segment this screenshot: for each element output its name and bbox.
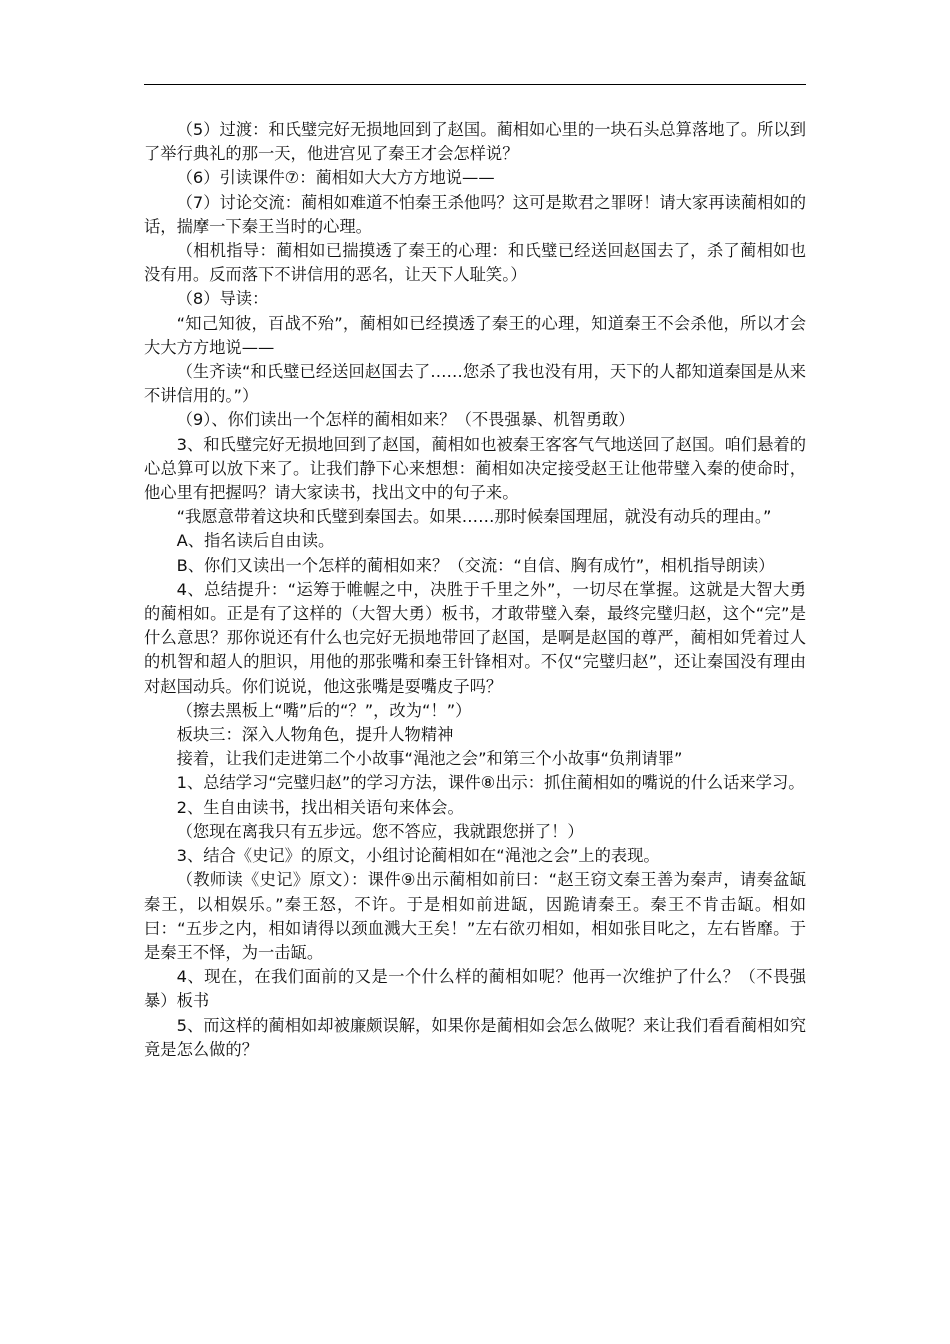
paragraph-step-4: 4、现在，在我们面前的又是一个什么样的蔺相如呢？他再一次维护了什么？（不畏强暴）板书 — [144, 967, 806, 1011]
paragraph-step-5: 5、而这样的蔺相如却被廉颇误解，如果你是蔺相如会怎么做呢？来让我们看看蔺相如究竟是怎么做的？ — [144, 1015, 806, 1059]
section-heading-block-3: 板块三：深入人物角色，提升人物精神 — [176, 725, 454, 745]
paragraph-summary-4: 4、总结提升：“运筹于帷幄之中，决胜于千里之外”，一切尽在掌握。这就是大智大勇的蔺相如。正是有了这样的（大智大勇）板书，才敢带璧入秦，最终完璧归赵，这个“完”是什么意思？那你说还有什么也完好无损地带回了赵国，是啊是赵国的尊严，蔺相如凭着过人的机智和超人的胆识，用他的那张嘴和秦王针锋相对。不仅“完璧归赵”，还让秦国没有理由对赵国动兵。你们说说，他这张嘴是耍嘴皮子吗？ — [144, 579, 806, 696]
paragraph-guided-reading-7: （6）引读课件⑦：蔺相如大大方方地说—— — [176, 168, 495, 188]
paragraph-question-9: （9）、你们读出一个怎样的蔺相如来？（不畏强暴、机智勇敢） — [176, 410, 635, 430]
paragraph-guided-reading-8: （8）导读： — [176, 289, 269, 309]
paragraph-erase-board: （擦去黑板上“嘴”后的“？”，改为“！”） — [176, 700, 472, 720]
document-body — [144, 118, 806, 1062]
paragraph-quote-five-steps: （您现在离我只有五步远。您不答应，我就跟您拼了！） — [176, 821, 584, 841]
paragraph-item-a: A、指名读后自由读。 — [176, 531, 335, 551]
paragraph-know-enemy: “知己知彼，百战不殆”，蔺相如已经摸透了秦王的心理，知道秦王不会杀他，所以才会大大方方地说—— — [144, 313, 806, 357]
paragraph-step-2: 2、生自由读书，找出相关语句来体会。 — [176, 797, 464, 817]
paragraph-discussion: （7）讨论交流：蔺相如难道不怕秦王杀他吗？这可是欺君之罪呀！请大家再读蔺相如的话，揣摩一下秦王当时的心理。 — [144, 192, 806, 236]
paragraph-teacher-guidance: （相机指导：蔺相如已揣摸透了秦王的心理：和氏璧已经送回赵国去了，杀了蔺相如也没有用。反而落下不讲信用的恶名，让天下人耻笑。） — [144, 241, 806, 285]
paragraph-step-1: 1、总结学习“完璧归赵”的学习方法，课件⑧出示：抓住蔺相如的嘴说的什么话来学习。 — [176, 773, 805, 793]
paragraph-quote-willing: “我愿意带着这块和氏璧到秦国去。如果……那时候秦国理屈，就没有动兵的理由。” — [176, 507, 772, 527]
paragraph-shiji-original: （教师读《史记》原文）：课件⑨出示蔺相如前曰：“赵王窃文秦王善为秦声，请奏盆缻秦王，以相娱乐。”秦王怒，不许。于是相如前进缻，因跪请秦王。秦王不肯击缻。相如曰：“五步之内，相如请得以颈血溅大王矣！”左右欲刃相如，相如张目叱之，左右皆靡。于是秦王不怿，为一击缻。 — [144, 870, 806, 962]
paragraph-step-3: 3、结合《史记》的原文，小组讨论蔺相如在“渑池之会”上的表现。 — [176, 846, 660, 866]
paragraph-transition: （5）过渡：和氏璧完好无损地回到了赵国。蔺相如心里的一块石头总算落地了。所以到了举行典礼的那一天，他进宫见了秦王才会怎样说？ — [144, 120, 806, 164]
paragraph-choral-reading: （生齐读“和氏璧已经送回赵国去了……您杀了我也没有用，天下的人都知道秦国是从来不讲信用的。”） — [144, 362, 806, 406]
paragraph-item-b: B、你们又读出一个怎样的蔺相如来？（交流：“自信、胸有成竹”，相机指导朗读） — [176, 555, 775, 575]
paragraph-item-3: 3、和氏璧完好无损地回到了赵国，蔺相如也被秦王客客气气地送回了赵国。咱们悬着的心总算可以放下来了。让我们静下心来想想：蔺相如决定接受赵王让他带璧入秦的使命时，他心里有把握吗？请大家读书，找出文中的句子来。 — [144, 434, 806, 503]
paragraph-next-stories: 接着，让我们走进第二个小故事“渑池之会”和第三个小故事“负荆请罪” — [176, 749, 683, 769]
header-rule — [144, 84, 806, 85]
